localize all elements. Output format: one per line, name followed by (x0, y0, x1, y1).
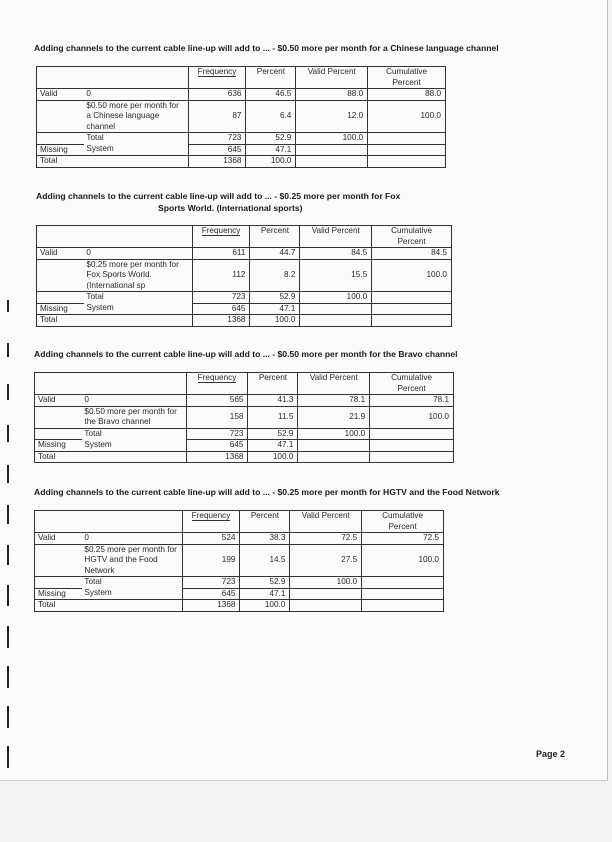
table-row (37, 292, 452, 304)
cell-percent: 38.3 (240, 533, 290, 545)
cell-frequency: 1368 (188, 156, 246, 168)
row-label: $0.25 more per month for HGTV and the Food Network (82, 544, 182, 577)
table-title-line2: Sports World. (International sports) (158, 203, 303, 213)
row-group-label: Total (35, 600, 83, 612)
cell-cumulative: 72.5 (362, 533, 444, 545)
cell-cumulative (372, 303, 452, 315)
col-valid-percent: Valid Percent (300, 226, 372, 248)
cell-percent: 46.5 (246, 89, 296, 101)
col-cumulative: Cumulative Percent (391, 373, 433, 393)
row-group-label (35, 428, 83, 440)
cell-cumulative: 100.0 (368, 100, 446, 133)
section-bravo (0, 348, 607, 360)
cell-percent: 52.9 (240, 577, 290, 589)
cell-cumulative (368, 133, 446, 145)
cell-frequency: 199 (182, 544, 240, 577)
binding-mark (7, 585, 9, 606)
table-header-row (37, 67, 446, 89)
cell-percent: 52.9 (248, 428, 298, 440)
cell-valid-percent (296, 144, 368, 156)
cell-valid-percent: 84.5 (300, 248, 372, 260)
col-frequency: Frequency (201, 226, 241, 235)
row-group-label (37, 292, 85, 304)
cell-cumulative: 100.0 (372, 259, 452, 292)
table-title: Adding channels to the current cable line-up will add to ... - $0.25 more per month for HGTV and the Food Network (34, 487, 500, 497)
row-label: System (82, 588, 182, 600)
col-percent: Percent (240, 511, 290, 533)
cell-frequency: 723 (192, 292, 250, 304)
cell-valid-percent: 21.9 (298, 406, 370, 428)
cell-cumulative: 88.0 (368, 89, 446, 101)
cell-valid-percent (298, 451, 370, 463)
cell-frequency: 645 (182, 588, 240, 600)
cell-cumulative (370, 440, 454, 452)
cell-percent: 100.0 (246, 156, 296, 168)
cell-cumulative: 100.0 (370, 406, 454, 428)
cell-valid-percent: 88.0 (296, 89, 368, 101)
cell-frequency: 645 (186, 440, 248, 452)
cell-valid-percent: 100.0 (298, 428, 370, 440)
cell-cumulative (362, 588, 444, 600)
table-header-row (35, 373, 454, 395)
cell-percent: 47.1 (246, 144, 296, 156)
row-label (84, 315, 192, 327)
cell-valid-percent: 100.0 (296, 133, 368, 145)
row-group-label: Missing (37, 303, 85, 315)
table-row (35, 588, 444, 600)
row-group-label (35, 544, 83, 577)
cell-percent: 41.3 (248, 395, 298, 407)
row-group-label (37, 259, 85, 292)
cell-valid-percent: 27.5 (290, 544, 362, 577)
row-label: System (84, 303, 192, 315)
table-row (37, 100, 446, 133)
row-group-label: Missing (35, 588, 83, 600)
row-group-label (35, 577, 83, 589)
cell-valid-percent: 72.5 (290, 533, 362, 545)
table-row (37, 144, 446, 156)
col-cumulative: Cumulative Percent (391, 226, 433, 246)
row-label: Total (84, 133, 188, 145)
col-percent: Percent (250, 226, 300, 248)
binding-mark (7, 384, 9, 400)
cell-cumulative: 78.1 (370, 395, 454, 407)
table-row (37, 303, 452, 315)
cell-frequency: 611 (192, 248, 250, 260)
col-frequency: Frequency (197, 67, 237, 76)
row-label (82, 451, 186, 463)
cell-frequency: 645 (188, 144, 246, 156)
cell-frequency: 1368 (192, 315, 250, 327)
row-label: Total (84, 292, 192, 304)
cell-valid-percent (298, 440, 370, 452)
cell-valid-percent (300, 303, 372, 315)
row-group-label: Missing (35, 440, 83, 452)
table-title: Adding channels to the current cable line-up will add to ... - $0.50 more per month for a Chinese language channel (34, 43, 499, 53)
table-title-line1: Adding channels to the current cable line-up will add to ... - $0.25 more per month for Fox (36, 191, 401, 201)
cell-frequency: 723 (186, 428, 248, 440)
frequency-table-hgtv (34, 510, 444, 612)
row-label: Total (82, 577, 182, 589)
binding-mark (7, 505, 9, 524)
cell-percent: 47.1 (240, 588, 290, 600)
cell-cumulative (368, 144, 446, 156)
row-label: Total (82, 428, 186, 440)
row-group-label: Total (37, 156, 85, 168)
table-row (35, 395, 454, 407)
cell-percent: 6.4 (246, 100, 296, 133)
row-label: $0.50 more per month for the Bravo channel (82, 406, 186, 428)
col-frequency: Frequency (191, 511, 231, 520)
col-percent: Percent (246, 67, 296, 89)
binding-mark (7, 425, 9, 442)
section-fox-sports (0, 190, 607, 214)
row-group-label (35, 406, 83, 428)
row-label (84, 156, 188, 168)
table-header-row (35, 511, 444, 533)
section-chinese-channel (0, 42, 607, 54)
row-label: 0 (82, 533, 182, 545)
cell-cumulative (362, 600, 444, 612)
table-title: Adding channels to the current cable line-up will add to ... - $0.50 more per month for the Bravo channel (34, 349, 458, 359)
cell-percent: 11.5 (248, 406, 298, 428)
table-row (35, 440, 454, 452)
row-label (82, 600, 182, 612)
row-group-label (37, 133, 85, 145)
row-label: System (84, 144, 188, 156)
binding-mark (7, 545, 9, 565)
cell-cumulative: 100.0 (362, 544, 444, 577)
row-group-label: Valid (35, 395, 83, 407)
cell-valid-percent: 15.5 (300, 259, 372, 292)
cell-valid-percent: 100.0 (300, 292, 372, 304)
cell-cumulative (370, 428, 454, 440)
table-row (35, 406, 454, 428)
col-valid-percent: Valid Percent (290, 511, 362, 533)
section-hgtv-food (0, 486, 607, 498)
row-label: 0 (84, 89, 188, 101)
cell-frequency: 645 (192, 303, 250, 315)
cell-valid-percent (290, 588, 362, 600)
table-row (37, 259, 452, 292)
table-row (37, 89, 446, 101)
col-cumulative: Cumulative Percent (386, 67, 428, 87)
row-label: $0.25 more per month for Fox Sports World. (International sp (84, 259, 192, 292)
cell-valid-percent: 78.1 (298, 395, 370, 407)
binding-mark (7, 300, 9, 312)
frequency-table-fox (36, 225, 452, 327)
row-label: $0.50 more per month for a Chinese language channel (84, 100, 188, 133)
cell-frequency: 1368 (186, 451, 248, 463)
table-row (37, 133, 446, 145)
cell-frequency: 112 (192, 259, 250, 292)
cell-percent: 44.7 (250, 248, 300, 260)
col-valid-percent: Valid Percent (298, 373, 370, 395)
cell-cumulative (372, 292, 452, 304)
binding-mark (7, 343, 9, 357)
cell-valid-percent (290, 600, 362, 612)
cell-valid-percent: 100.0 (290, 577, 362, 589)
binding-mark (7, 626, 9, 648)
row-group-label: Valid (37, 248, 85, 260)
table-row (35, 600, 444, 612)
cell-percent: 52.9 (246, 133, 296, 145)
cell-frequency: 87 (188, 100, 246, 133)
cell-frequency: 1368 (182, 600, 240, 612)
row-group-label (37, 100, 85, 133)
col-valid-percent: Valid Percent (296, 67, 368, 89)
page-number: Page 2 (536, 749, 566, 759)
row-group-label: Total (37, 315, 85, 327)
frequency-table-bravo (34, 372, 454, 463)
binding-mark (7, 666, 9, 688)
cell-cumulative (370, 451, 454, 463)
cell-frequency: 158 (186, 406, 248, 428)
cell-frequency: 723 (188, 133, 246, 145)
cell-valid-percent (300, 315, 372, 327)
cell-cumulative (368, 156, 446, 168)
table-row (37, 248, 452, 260)
table-row (35, 544, 444, 577)
cell-percent: 100.0 (250, 315, 300, 327)
cell-valid-percent (296, 156, 368, 168)
row-group-label: Total (35, 451, 83, 463)
cell-frequency: 565 (186, 395, 248, 407)
table-row (35, 533, 444, 545)
cell-percent: 8.2 (250, 259, 300, 292)
row-group-label: Valid (35, 533, 83, 545)
cell-cumulative (362, 577, 444, 589)
cell-frequency: 723 (182, 577, 240, 589)
row-label: 0 (82, 395, 186, 407)
cell-percent: 47.1 (248, 440, 298, 452)
binding-mark (7, 706, 9, 728)
binding-mark (7, 746, 9, 768)
col-frequency: Frequency (197, 373, 237, 382)
cell-percent: 14.5 (240, 544, 290, 577)
cell-valid-percent: 12.0 (296, 100, 368, 133)
cell-frequency: 524 (182, 533, 240, 545)
table-header-row (37, 226, 452, 248)
table-row (35, 428, 454, 440)
table-row (35, 451, 454, 463)
binding-mark (7, 465, 9, 483)
cell-cumulative (372, 315, 452, 327)
cell-percent: 52.9 (250, 292, 300, 304)
cell-percent: 100.0 (248, 451, 298, 463)
row-label: System (82, 440, 186, 452)
row-group-label: Valid (37, 89, 85, 101)
cell-cumulative: 84.5 (372, 248, 452, 260)
col-percent: Percent (248, 373, 298, 395)
row-label: 0 (84, 248, 192, 260)
cell-percent: 47.1 (250, 303, 300, 315)
table-row (35, 577, 444, 589)
table-row (37, 315, 452, 327)
cell-frequency: 636 (188, 89, 246, 101)
frequency-table-chinese (36, 66, 446, 168)
col-cumulative: Cumulative Percent (382, 511, 424, 531)
table-row (37, 156, 446, 168)
cell-percent: 100.0 (240, 600, 290, 612)
row-group-label: Missing (37, 144, 85, 156)
